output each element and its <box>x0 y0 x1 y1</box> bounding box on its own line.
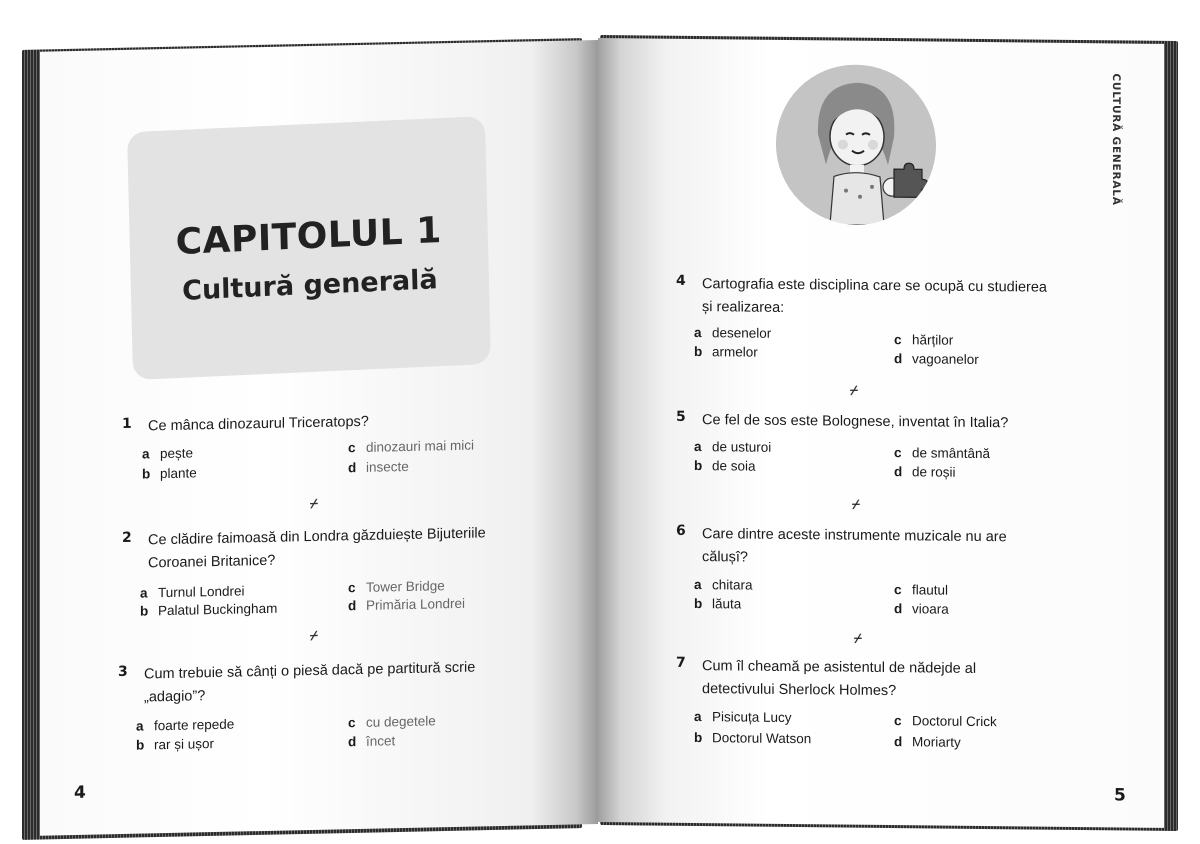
question-7 <box>676 655 1116 760</box>
question-2 <box>122 521 542 630</box>
question-text: Ce clădire faimoasă din Londra găzduiește Bijuteriile Coroanei Britanice? <box>148 525 486 572</box>
option-c: c cu degetele <box>348 713 436 731</box>
separator-icon: ⌿ <box>310 627 318 644</box>
left-page <box>40 40 598 836</box>
girl-with-puzzle-icon <box>776 64 936 226</box>
separator-icon: ⌿ <box>850 382 858 398</box>
question-text: Care dintre aceste instrumente muzicale nu are călușî? <box>702 526 1007 566</box>
question-text: Cartografia este disciplina care se ocupă cu studierea și realizarea: <box>702 276 1047 316</box>
question-text: Ce mânca dinozaurul Triceratops? <box>148 413 369 435</box>
option-a: a desenelor <box>694 325 772 341</box>
section-side-label: CULTURĂ GENERALĂ <box>1110 73 1122 206</box>
option-a: a foarte repede <box>136 716 235 734</box>
question-text: Ce fel de sos este Bolognese, inventat în Italia? <box>702 412 1009 432</box>
page-number-right: 5 <box>1114 785 1126 806</box>
option-d: d de roșii <box>894 464 956 480</box>
question-3 <box>118 655 538 764</box>
separator-icon: ⌿ <box>854 630 862 646</box>
chapter-heading: CAPITOLUL 1 <box>175 210 443 264</box>
option-a: a pește <box>142 445 194 462</box>
option-d: d vioara <box>894 601 949 617</box>
page-number-left: 4 <box>74 782 86 803</box>
chapter-subtitle: Cultură generală <box>181 264 439 307</box>
option-d: d Moriarty <box>894 734 961 750</box>
question-text: Cum trebuie să cânți o piesă dacă pe partitură scrie „adagio”? <box>144 659 476 706</box>
option-a: a de usturoi <box>694 439 772 455</box>
option-c: c hărților <box>894 332 954 348</box>
option-c: c Doctorul Crick <box>894 713 997 730</box>
option-c: c flautul <box>894 582 949 598</box>
question-number: 6 <box>676 522 686 539</box>
chapter-title-box <box>127 116 491 380</box>
option-b: b rar și ușor <box>136 736 215 753</box>
option-b: b Palatul Buckingham <box>140 600 278 619</box>
girl-with-puzzle-illustration <box>776 64 936 226</box>
separator-icon: ⌿ <box>310 495 318 512</box>
question-number: 3 <box>118 663 128 681</box>
option-d: d încet <box>348 733 396 750</box>
option-b: b plante <box>142 465 197 482</box>
option-b: b Doctorul Watson <box>694 730 812 747</box>
question-number: 4 <box>676 272 686 289</box>
option-b: b de soia <box>694 458 756 474</box>
question-5 <box>676 409 1116 494</box>
question-6 <box>676 523 1116 628</box>
option-a: a Turnul Londrei <box>140 583 245 601</box>
option-d: d vagoanelor <box>894 351 979 367</box>
option-a: a Pisicuța Lucy <box>694 709 792 726</box>
separator-icon: ⌿ <box>852 496 860 512</box>
option-b: b lăuta <box>694 596 742 612</box>
option-a: a chitara <box>694 577 753 593</box>
option-c: c Tower Bridge <box>348 578 445 596</box>
option-d: d insecte <box>348 458 409 476</box>
question-number: 7 <box>676 654 686 671</box>
question-4 <box>676 273 1096 377</box>
option-b: b armelor <box>694 344 758 360</box>
question-1 <box>122 407 542 496</box>
option-d: d Primăria Londrei <box>348 595 466 614</box>
option-c: c dinozauri mai mici <box>348 437 475 456</box>
question-number: 5 <box>676 408 686 425</box>
option-c: c de smântână <box>894 445 991 462</box>
question-text: Cum îl cheamă pe asistentul de nădejde al detectivului Sherlock Holmes? <box>702 658 977 700</box>
question-number: 1 <box>122 415 132 432</box>
question-number: 2 <box>122 529 132 546</box>
right-page <box>598 38 1164 828</box>
